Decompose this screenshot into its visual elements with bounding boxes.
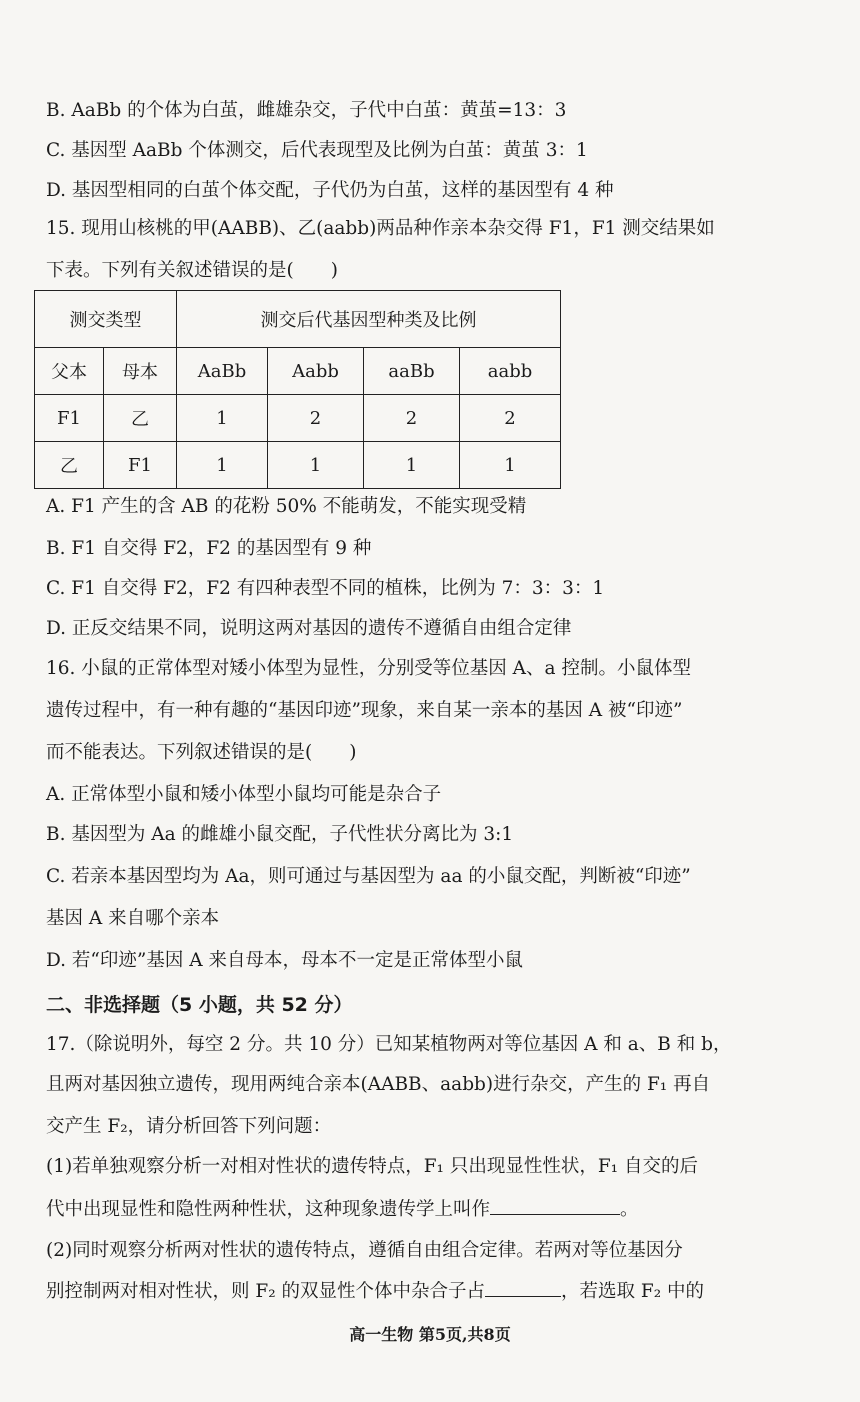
q17-part2-line2 bbox=[46, 1278, 704, 1305]
table-cell-value: 1 bbox=[268, 442, 364, 489]
table-genotype: aaBb bbox=[364, 348, 460, 395]
q16-option-d: D. 若“印迹”基因 A 来自母本，母本不一定是正常体型小鼠 bbox=[46, 950, 523, 971]
answer-blank-2[interactable] bbox=[485, 1278, 561, 1297]
q16-option-b: B. 基因型为 Aa 的雌雄小鼠交配，子代性状分离比为 3:1 bbox=[46, 824, 514, 845]
q15-option-d: D. 正反交结果不同，说明这两对基因的遗传不遵循自由组合定律 bbox=[46, 618, 572, 639]
table-cell-value: 1 bbox=[364, 442, 460, 489]
table-header-row bbox=[35, 291, 561, 348]
table-cell-father: F1 bbox=[35, 395, 104, 442]
q15-option-c: C. F1 自交得 F2，F2 有四种表型不同的植株，比例为 7：3：3：1 bbox=[46, 578, 605, 599]
q16-option-c-line1: C. 若亲本基因型均为 Aa，则可通过与基因型为 aa 的小鼠交配，判断被“印迹” bbox=[46, 866, 691, 887]
q16-stem-line2: 遗传过程中，有一种有趣的“基因印迹”现象，来自某一亲本的基因 A 被“印迹” bbox=[46, 700, 683, 721]
q16-stem-line3: 而不能表达。下列叙述错误的是( ) bbox=[46, 742, 357, 763]
page-footer: 高一生物 第5页,共8页 bbox=[349, 1325, 511, 1344]
section-heading: 二、非选择题（5 小题，共 52 分） bbox=[46, 994, 353, 1016]
q17-part2-text-a: 别控制两对相对性状，则 F₂ 的双显性个体中杂合子占 bbox=[46, 1281, 486, 1302]
table-cell-value: 1 bbox=[177, 395, 268, 442]
q17-stem-line3: 交产生 F₂，请分析回答下列问题： bbox=[46, 1116, 332, 1137]
table-header-right: 测交后代基因型种类及比例 bbox=[177, 291, 561, 348]
q15-option-b: B. F1 自交得 F2，F2 的基因型有 9 种 bbox=[46, 538, 372, 559]
q15-testcross-table bbox=[34, 290, 561, 489]
q16-option-a: A. 正常体型小鼠和矮小体型小鼠均可能是杂合子 bbox=[46, 784, 442, 805]
q17-stem-line2: 且两对基因独立遗传，现用两纯合亲本(AABB、aabb)进行杂交，产生的 F₁ 再自 bbox=[46, 1074, 711, 1095]
table-cell-father: 乙 bbox=[35, 442, 104, 489]
table-header-left: 测交类型 bbox=[35, 291, 177, 348]
table-cell-value: 2 bbox=[268, 395, 364, 442]
table-sub-father: 父本 bbox=[35, 348, 104, 395]
q15-stem-line2: 下表。下列有关叙述错误的是( ) bbox=[46, 260, 338, 281]
table-cell-value: 2 bbox=[364, 395, 460, 442]
table-cell-value: 2 bbox=[460, 395, 561, 442]
q14-option-b: B. AaBb 的个体为白茧，雌雄杂交，子代中白茧：黄茧=13：3 bbox=[46, 100, 567, 121]
q17-part2-line1: (2)同时观察分析两对性状的遗传特点，遵循自由组合定律。若两对等位基因分 bbox=[46, 1240, 683, 1261]
table-genotype: aabb bbox=[460, 348, 561, 395]
table-row bbox=[35, 395, 561, 442]
q17-part1-line2 bbox=[46, 1196, 639, 1223]
table-row bbox=[35, 442, 561, 489]
q15-option-a: A. F1 产生的含 AB 的花粉 50% 不能萌发，不能实现受精 bbox=[46, 496, 527, 517]
table-cell-value: 1 bbox=[177, 442, 268, 489]
table-cell-mother: 乙 bbox=[104, 395, 177, 442]
q17-part1-text: 代中出现显性和隐性两种性状，这种现象遗传学上叫作 bbox=[46, 1199, 491, 1220]
table-subheader-row bbox=[35, 348, 561, 395]
q16-option-c-line2: 基因 A 来自哪个亲本 bbox=[46, 908, 220, 929]
table-genotype: Aabb bbox=[268, 348, 364, 395]
q16-stem-line1: 16. 小鼠的正常体型对矮小体型为显性，分别受等位基因 A、a 控制。小鼠体型 bbox=[46, 658, 691, 679]
q14-option-c: C. 基因型 AaBb 个体测交，后代表现型及比例为白茧：黄茧 3：1 bbox=[46, 140, 588, 161]
answer-blank-1[interactable] bbox=[490, 1196, 620, 1215]
q17-stem-line1: 17.（除说明外，每空 2 分。共 10 分）已知某植物两对等位基因 A 和 a、B 和 b， bbox=[46, 1034, 732, 1055]
table-genotype: AaBb bbox=[177, 348, 268, 395]
q17-part1-line1: (1)若单独观察分析一对相对性状的遗传特点，F₁ 只出现显性性状，F₁ 自交的后 bbox=[46, 1156, 698, 1177]
q15-stem-line1: 15. 现用山核桃的甲(AABB)、乙(aabb)两品种作亲本杂交得 F1，F1 测交结果如 bbox=[46, 218, 715, 239]
table-cell-value: 1 bbox=[460, 442, 561, 489]
q17-part1-end: 。 bbox=[620, 1199, 639, 1220]
q14-option-d: D. 基因型相同的白茧个体交配，子代仍为白茧，这样的基因型有 4 种 bbox=[46, 180, 614, 201]
q17-part2-text-b: ，若选取 F₂ 中的 bbox=[561, 1281, 705, 1302]
table-cell-mother: F1 bbox=[104, 442, 177, 489]
table-sub-mother: 母本 bbox=[104, 348, 177, 395]
